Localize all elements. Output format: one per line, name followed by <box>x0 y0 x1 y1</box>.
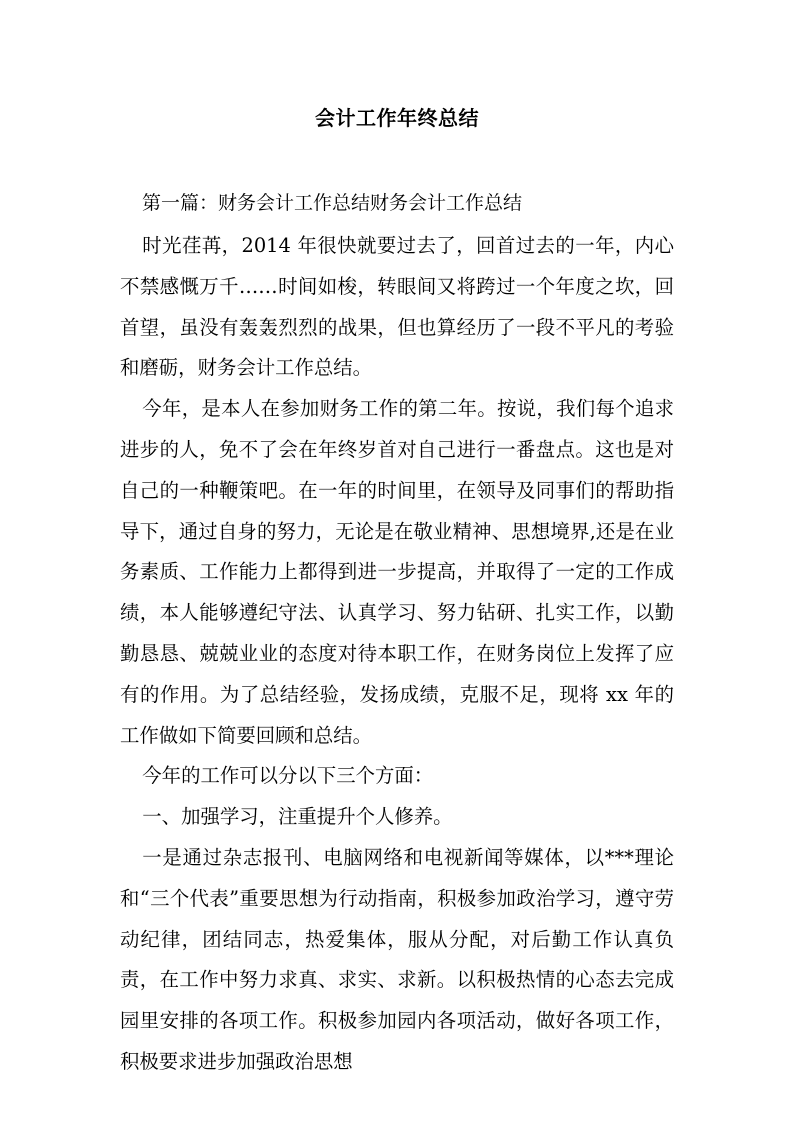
document-body <box>120 226 674 1083</box>
paragraph: 今年的工作可以分以下三个方面： <box>142 764 434 788</box>
paragraph: 一、加强学习，注重提升个人修养。 <box>142 805 453 829</box>
paragraph: 一是通过杂志报刊、电脑网络和电视新闻等媒体，以***理论和“三个代表”重要思想为行动指南，积极参加政治学习，遵守劳动纪律，团结同志，热爱集体，服从分配，对后勤工作认真负责，在工作中努力求真、求实、求新。以积极热情的心态去完成园里安排的各项工作。积极参加园内各项活动，做好各项工作，积极要求进步加强政治思想 <box>120 845 674 1073</box>
section-heading: 第一篇：财务会计工作总结财务会计工作总结 <box>142 192 523 214</box>
document-title: 会计工作年终总结 <box>315 106 479 130</box>
paragraph: 今年，是本人在参加财务工作的第二年。按说，我们每个追求进步的人，免不了会在年终岁首对自己进行一番盘点。这也是对自己的一种鞭策吧。在一年的时间里，在领导及同事们的帮助指导下，通过自身的努力，无论是在敬业精神、思想境界,还是在业务素质、工作能力上都得到进一步提高，并取得了一定的工作成绩，本人能够遵纪守法、认真学习、努力钻研、扎实工作，以勤勤恳恳、兢兢业业的态度对待本职工作，在财务岗位上发挥了应有的作用。为了总结经验，发扬成绩，克服不足，现将 xx 年的工作做如下简要回顾和总结。 <box>120 397 674 747</box>
paragraph: 时光荏苒，2014 年很快就要过去了，回首过去的一年，内心不禁感慨万千……时间如梭，转眼间又将跨过一个年度之坎，回首望，虽没有轰轰烈烈的战果，但也算经历了一段不平凡的考验和磨砺，财务会计工作总结。 <box>120 234 674 380</box>
